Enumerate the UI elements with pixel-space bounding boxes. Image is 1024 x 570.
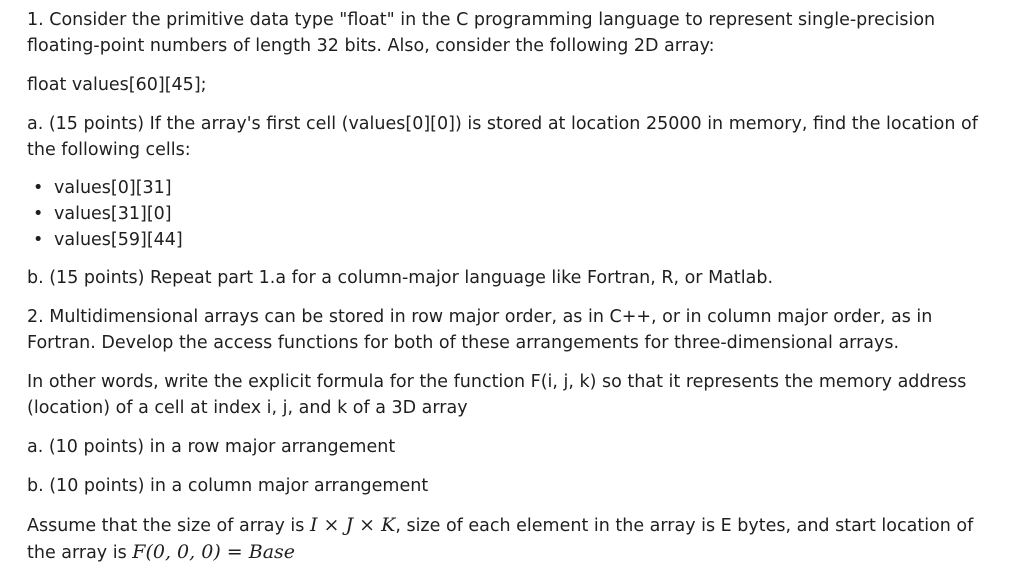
- q1-intro: 1. Consider the primitive data type "float" in the C programming language to represent single-precision floating-point numbers of length 32 bits. Also, consider the following 2D array:: [27, 10, 936, 56]
- q2-task: In other words, write the explicit formula for the function F(i, j, k) so that it represents the memory address (location) of a cell at index i, j, and k of a 3D array: [27, 372, 967, 418]
- cell-label: values[59][44]: [54, 230, 183, 250]
- assumption-prefix: Assume that the size of array is: [27, 516, 305, 536]
- question-document: [27, 7, 987, 566]
- base-formula: F(0, 0, 0) = Base: [132, 541, 296, 563]
- list-item: [27, 175, 987, 201]
- bullet-icon: •: [33, 204, 44, 224]
- cell-label: values[0][31]: [54, 178, 172, 198]
- bullet-icon: •: [33, 230, 44, 250]
- bullet-icon: •: [33, 178, 44, 198]
- assumption-middle: , size of each element in the array is E bytes, and start location of the array is: [27, 516, 974, 563]
- q2-part-a: a. (10 points) in a row major arrangement: [27, 437, 396, 457]
- q1-array-declaration: float values[60][45];: [27, 75, 207, 95]
- q2-part-b: b. (10 points) in a column major arrangement: [27, 476, 429, 496]
- q2-intro: 2. Multidimensional arrays can be stored in row major order, as in C++, or in column major order, as in Fortran. Develop the access functions for both of these arrangements for three-dimensional arrays.: [27, 307, 933, 353]
- q1-cell-list: [27, 175, 987, 253]
- list-item: [27, 227, 987, 253]
- array-size-formula: I × J × K: [310, 514, 396, 536]
- cell-label: values[31][0]: [54, 204, 172, 224]
- q1-part-a: a. (15 points) If the array's first cell (values[0][0]) is stored at location 25000 in memory, find the location of the following cells:: [27, 114, 978, 160]
- list-item: [27, 201, 987, 227]
- q1-part-b: b. (15 points) Repeat part 1.a for a column-major language like Fortran, R, or Matlab.: [27, 268, 774, 288]
- q2-assumption: [27, 512, 987, 566]
